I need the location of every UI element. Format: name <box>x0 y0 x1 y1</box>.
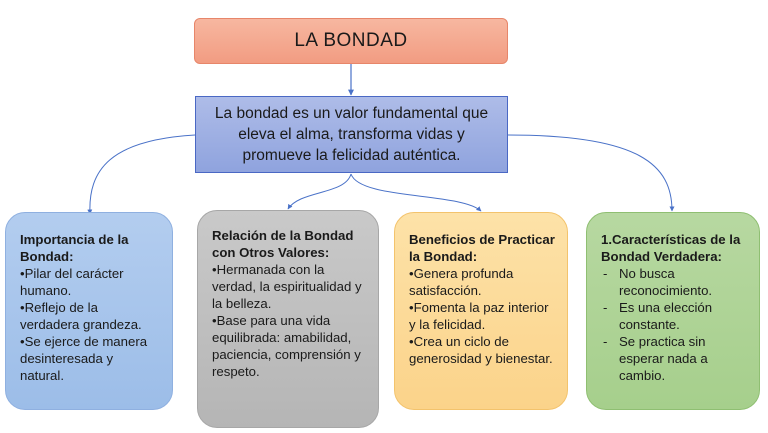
arrow-to-importance <box>90 135 195 214</box>
traits-heading: 1.Características de la Bondad Verdadera: <box>601 232 741 264</box>
importance-card <box>5 212 173 410</box>
list-item: •Genera profunda satisfacción. <box>409 266 514 298</box>
relation-card <box>197 210 379 428</box>
arrow-to-traits <box>508 135 672 211</box>
traits-list <box>601 265 751 384</box>
list-item: - No busca reconocimiento. <box>601 265 751 299</box>
benefits-heading: Beneficios de Practicar la Bondad: <box>409 232 555 264</box>
importance-list <box>20 265 160 384</box>
list-item: •Fomenta la paz interior y la felicidad. <box>409 300 549 332</box>
list-item: •Base para una vida equilibrada: amabilidad, paciencia, comprensión y respeto. <box>212 313 361 379</box>
list-item: - Se practica sin esperar nada a cambio. <box>601 333 751 384</box>
list-item: •Crea un ciclo de generosidad y bienestar. <box>409 334 553 366</box>
title-box <box>194 18 508 64</box>
list-item: •Reflejo de la verdadera grandeza. <box>20 300 142 332</box>
definition-box <box>195 96 508 173</box>
list-item: •Hermanada con la verdad, la espiritualidad y la belleza. <box>212 262 362 311</box>
list-item: - Es una elección constante. <box>601 299 751 333</box>
list-item: •Pilar del carácter humano. <box>20 266 124 298</box>
arrow-to-benefits <box>351 174 481 211</box>
list-item: •Se ejerce de manera desinteresada y natural. <box>20 334 148 383</box>
title-text: LA BONDAD <box>294 30 408 51</box>
relation-heading: Relación de la Bondad con Otros Valores: <box>212 228 354 260</box>
benefits-list <box>409 265 555 367</box>
relation-list <box>212 261 366 380</box>
benefits-card <box>394 212 568 410</box>
importance-heading: Importancia de la Bondad: <box>20 232 129 264</box>
traits-card <box>586 212 760 410</box>
arrow-to-relation <box>288 174 351 209</box>
definition-text: La bondad es un valor fundamental que eleva el alma, transforma vidas y promueve la felicidad auténtica. <box>214 105 489 164</box>
